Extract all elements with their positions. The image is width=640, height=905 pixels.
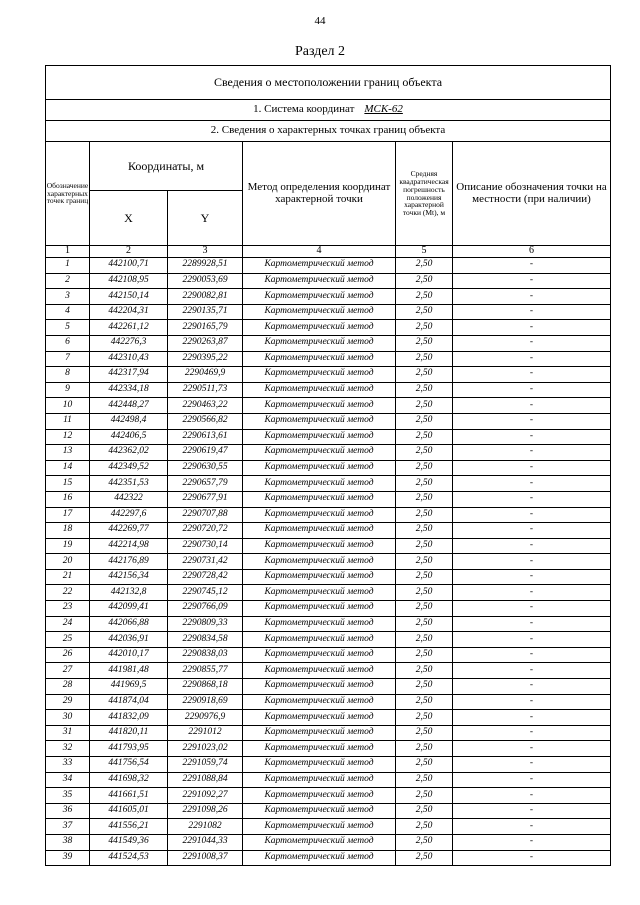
point-number-cell: 31 (46, 725, 90, 741)
rms-cell: 2,50 (396, 803, 453, 819)
method-cell: Картометрический метод (243, 569, 396, 585)
method-cell: Картометрический метод (243, 554, 396, 570)
description-cell: - (453, 335, 611, 351)
point-number-cell: 26 (46, 647, 90, 663)
description-cell: - (453, 304, 611, 320)
y-coordinate-cell: 2290918,69 (168, 694, 243, 710)
table-row (46, 834, 611, 850)
y-coordinate-cell: 2291044,33 (168, 834, 243, 850)
method-cell: Картометрический метод (243, 476, 396, 492)
description-cell: - (453, 523, 611, 539)
rms-cell: 2,50 (396, 382, 453, 398)
rms-cell: 2,50 (396, 320, 453, 336)
point-number-cell: 11 (46, 413, 90, 429)
point-number-cell: 15 (46, 476, 90, 492)
rms-cell: 2,50 (396, 694, 453, 710)
x-coordinate-cell: 442176,89 (90, 554, 168, 570)
y-coordinate-cell: 2290395,22 (168, 351, 243, 367)
y-coordinate-cell: 2291098,26 (168, 803, 243, 819)
y-coordinate-cell: 2291082 (168, 819, 243, 835)
x-coordinate-cell: 442317,94 (90, 367, 168, 383)
y-coordinate-cell: 2291059,74 (168, 757, 243, 773)
y-coordinate-cell: 2290677,91 (168, 491, 243, 507)
method-cell: Картометрический метод (243, 647, 396, 663)
rms-cell: 2,50 (396, 476, 453, 492)
column-number: 6 (453, 246, 611, 258)
description-cell: - (453, 788, 611, 804)
point-number-cell: 13 (46, 445, 90, 461)
x-coordinate-cell: 441549,36 (90, 834, 168, 850)
description-cell: - (453, 413, 611, 429)
points-heading: 2. Сведения о характерных точках границ объекта (46, 121, 611, 142)
description-cell: - (453, 585, 611, 601)
point-number-cell: 28 (46, 679, 90, 695)
table-row (46, 632, 611, 648)
x-coordinate-cell: 442261,12 (90, 320, 168, 336)
rms-cell: 2,50 (396, 632, 453, 648)
table-row (46, 398, 611, 414)
point-number-cell: 8 (46, 367, 90, 383)
description-cell: - (453, 367, 611, 383)
rms-cell: 2,50 (396, 647, 453, 663)
y-coordinate-cell: 2290619,47 (168, 445, 243, 461)
method-cell: Картометрический метод (243, 538, 396, 554)
point-number-cell: 6 (46, 335, 90, 351)
table-row (46, 289, 611, 305)
table-row (46, 585, 611, 601)
point-number-cell: 23 (46, 601, 90, 617)
rms-cell: 2,50 (396, 398, 453, 414)
method-cell: Картометрический метод (243, 741, 396, 757)
description-cell: - (453, 694, 611, 710)
description-cell: - (453, 601, 611, 617)
y-coordinate-cell: 2291092,27 (168, 788, 243, 804)
method-cell: Картометрический метод (243, 616, 396, 632)
description-cell: - (453, 445, 611, 461)
point-number-cell: 17 (46, 507, 90, 523)
point-number-cell: 18 (46, 523, 90, 539)
description-cell: - (453, 538, 611, 554)
table-row (46, 335, 611, 351)
coord-system-label: 1. Система координат (253, 103, 355, 116)
table-row (46, 772, 611, 788)
method-cell: Картометрический метод (243, 632, 396, 648)
table-row (46, 367, 611, 383)
method-cell: Картометрический метод (243, 429, 396, 445)
point-number-cell: 25 (46, 632, 90, 648)
rms-cell: 2,50 (396, 725, 453, 741)
table-row (46, 679, 611, 695)
x-coordinate-cell: 442010,17 (90, 647, 168, 663)
rms-cell: 2,50 (396, 413, 453, 429)
table-row (46, 445, 611, 461)
y-coordinate-cell: 2290855,77 (168, 663, 243, 679)
table-row (46, 460, 611, 476)
x-coordinate-cell: 441756,54 (90, 757, 168, 773)
description-cell: - (453, 491, 611, 507)
rms-cell: 2,50 (396, 741, 453, 757)
table-row (46, 507, 611, 523)
x-coordinate-cell: 442349,52 (90, 460, 168, 476)
coord-system-row (46, 100, 611, 121)
x-coordinate-cell: 442310,43 (90, 351, 168, 367)
y-coordinate-cell: 2290720,72 (168, 523, 243, 539)
point-number-cell: 36 (46, 803, 90, 819)
table-row (46, 663, 611, 679)
x-coordinate-cell: 442297,6 (90, 507, 168, 523)
method-cell: Картометрический метод (243, 273, 396, 289)
point-number-cell: 22 (46, 585, 90, 601)
method-cell: Картометрический метод (243, 788, 396, 804)
y-coordinate-cell: 2289928,51 (168, 258, 243, 274)
rms-cell: 2,50 (396, 523, 453, 539)
x-coordinate-cell: 441524,53 (90, 850, 168, 866)
rms-cell: 2,50 (396, 491, 453, 507)
method-cell: Картометрический метод (243, 367, 396, 383)
table-row (46, 523, 611, 539)
y-coordinate-cell: 2290082,81 (168, 289, 243, 305)
description-cell: - (453, 772, 611, 788)
point-number-cell: 9 (46, 382, 90, 398)
description-cell: - (453, 273, 611, 289)
point-number-cell: 33 (46, 757, 90, 773)
method-cell: Картометрический метод (243, 850, 396, 866)
rms-cell: 2,50 (396, 460, 453, 476)
method-cell: Картометрический метод (243, 413, 396, 429)
x-coordinate-cell: 441832,09 (90, 710, 168, 726)
table-row (46, 757, 611, 773)
header-method: Метод определения координат характерной точки (243, 142, 396, 246)
point-number-cell: 27 (46, 663, 90, 679)
table-row (46, 850, 611, 866)
y-coordinate-cell: 2290745,12 (168, 585, 243, 601)
x-coordinate-cell: 442351,53 (90, 476, 168, 492)
point-number-cell: 21 (46, 569, 90, 585)
header-x: X (90, 191, 168, 246)
rms-cell: 2,50 (396, 569, 453, 585)
x-coordinate-cell: 442269,77 (90, 523, 168, 539)
header-coordinates: Координаты, м (90, 142, 243, 191)
rms-cell: 2,50 (396, 367, 453, 383)
rms-cell: 2,50 (396, 445, 453, 461)
description-cell: - (453, 476, 611, 492)
point-number-cell: 32 (46, 741, 90, 757)
description-cell: - (453, 819, 611, 835)
coordinates-table (45, 65, 611, 866)
x-coordinate-cell: 441981,48 (90, 663, 168, 679)
y-coordinate-cell: 2290731,42 (168, 554, 243, 570)
point-number-cell: 5 (46, 320, 90, 336)
header-y: Y (168, 191, 243, 246)
description-cell: - (453, 569, 611, 585)
x-coordinate-cell: 442066,88 (90, 616, 168, 632)
y-coordinate-cell: 2290657,79 (168, 476, 243, 492)
y-coordinate-cell: 2290053,69 (168, 273, 243, 289)
y-coordinate-cell: 2291012 (168, 725, 243, 741)
y-coordinate-cell: 2290511,73 (168, 382, 243, 398)
description-cell: - (453, 803, 611, 819)
point-number-cell: 2 (46, 273, 90, 289)
table-row (46, 569, 611, 585)
x-coordinate-cell: 442150,14 (90, 289, 168, 305)
method-cell: Картометрический метод (243, 601, 396, 617)
x-coordinate-cell: 442214,98 (90, 538, 168, 554)
rms-cell: 2,50 (396, 616, 453, 632)
point-number-cell: 37 (46, 819, 90, 835)
method-cell: Картометрический метод (243, 289, 396, 305)
point-number-cell: 35 (46, 788, 90, 804)
table-row (46, 351, 611, 367)
x-coordinate-cell: 442036,91 (90, 632, 168, 648)
column-number: 4 (243, 246, 396, 258)
point-number-cell: 34 (46, 772, 90, 788)
rms-cell: 2,50 (396, 710, 453, 726)
x-coordinate-cell: 441556,21 (90, 819, 168, 835)
table-row (46, 601, 611, 617)
rms-cell: 2,50 (396, 850, 453, 866)
point-number-cell: 19 (46, 538, 90, 554)
y-coordinate-cell: 2290809,33 (168, 616, 243, 632)
section-title: Раздел 2 (294, 44, 346, 59)
rms-cell: 2,50 (396, 351, 453, 367)
table-row (46, 429, 611, 445)
column-number: 2 (90, 246, 168, 258)
description-cell: - (453, 320, 611, 336)
y-coordinate-cell: 2290566,82 (168, 413, 243, 429)
y-coordinate-cell: 2290263,87 (168, 335, 243, 351)
rms-cell: 2,50 (396, 601, 453, 617)
rms-cell: 2,50 (396, 507, 453, 523)
point-number-cell: 12 (46, 429, 90, 445)
table-row (46, 788, 611, 804)
rms-cell: 2,50 (396, 679, 453, 695)
column-number: 3 (168, 246, 243, 258)
method-cell: Картометрический метод (243, 819, 396, 835)
rms-cell: 2,50 (396, 834, 453, 850)
x-coordinate-cell: 442100,71 (90, 258, 168, 274)
table-row (46, 258, 611, 274)
rms-cell: 2,50 (396, 429, 453, 445)
method-cell: Картометрический метод (243, 507, 396, 523)
method-cell: Картометрический метод (243, 679, 396, 695)
x-coordinate-cell: 441874,04 (90, 694, 168, 710)
x-coordinate-cell: 441969,5 (90, 679, 168, 695)
table-row (46, 413, 611, 429)
description-cell: - (453, 679, 611, 695)
y-coordinate-cell: 2291008,37 (168, 850, 243, 866)
rms-cell: 2,50 (396, 335, 453, 351)
x-coordinate-cell: 442362,02 (90, 445, 168, 461)
description-cell: - (453, 351, 611, 367)
header-description: Описание обозначения точки на местности (при наличии) (453, 142, 611, 246)
x-coordinate-cell: 441820,11 (90, 725, 168, 741)
method-cell: Картометрический метод (243, 320, 396, 336)
point-number-cell: 38 (46, 834, 90, 850)
method-cell: Картометрический метод (243, 304, 396, 320)
x-coordinate-cell: 441661,51 (90, 788, 168, 804)
table-caption: Сведения о местоположении границ объекта (46, 66, 611, 100)
x-coordinate-cell: 442322 (90, 491, 168, 507)
description-cell: - (453, 710, 611, 726)
header-rms: Средняя квадратическая погрешность положения характерной точки (Mt), м (396, 142, 453, 246)
rms-cell: 2,50 (396, 554, 453, 570)
y-coordinate-cell: 2290165,79 (168, 320, 243, 336)
table-row (46, 647, 611, 663)
table-row (46, 476, 611, 492)
column-number: 5 (396, 246, 453, 258)
method-cell: Картометрический метод (243, 335, 396, 351)
x-coordinate-cell: 442099,41 (90, 601, 168, 617)
method-cell: Картометрический метод (243, 585, 396, 601)
y-coordinate-cell: 2291088,84 (168, 772, 243, 788)
table-row (46, 491, 611, 507)
x-coordinate-cell: 441605,01 (90, 803, 168, 819)
rms-cell: 2,50 (396, 585, 453, 601)
point-number-cell: 3 (46, 289, 90, 305)
x-coordinate-cell: 442132,8 (90, 585, 168, 601)
point-number-cell: 29 (46, 694, 90, 710)
rms-cell: 2,50 (396, 663, 453, 679)
method-cell: Картометрический метод (243, 398, 396, 414)
method-cell: Картометрический метод (243, 710, 396, 726)
point-number-cell: 24 (46, 616, 90, 632)
table-row (46, 741, 611, 757)
rms-cell: 2,50 (396, 289, 453, 305)
description-cell: - (453, 507, 611, 523)
y-coordinate-cell: 2290630,55 (168, 460, 243, 476)
point-number-cell: 7 (46, 351, 90, 367)
y-coordinate-cell: 2290463,22 (168, 398, 243, 414)
table-row (46, 819, 611, 835)
method-cell: Картометрический метод (243, 460, 396, 476)
method-cell: Картометрический метод (243, 694, 396, 710)
table-row (46, 710, 611, 726)
point-number-cell: 30 (46, 710, 90, 726)
method-cell: Картометрический метод (243, 445, 396, 461)
description-cell: - (453, 554, 611, 570)
table-row (46, 304, 611, 320)
description-cell: - (453, 429, 611, 445)
table-row (46, 382, 611, 398)
y-coordinate-cell: 2290976,9 (168, 710, 243, 726)
y-coordinate-cell: 2291023,02 (168, 741, 243, 757)
table-row (46, 725, 611, 741)
point-number-cell: 10 (46, 398, 90, 414)
description-cell: - (453, 725, 611, 741)
y-coordinate-cell: 2290730,14 (168, 538, 243, 554)
method-cell: Картометрический метод (243, 382, 396, 398)
description-cell: - (453, 647, 611, 663)
x-coordinate-cell: 442448,27 (90, 398, 168, 414)
table-row (46, 554, 611, 570)
header-point-designation: Обозначение характерных точек границ (46, 142, 90, 246)
method-cell: Картометрический метод (243, 351, 396, 367)
description-cell: - (453, 289, 611, 305)
page-number: 44 (314, 15, 326, 27)
description-cell: - (453, 834, 611, 850)
description-cell: - (453, 757, 611, 773)
method-cell: Картометрический метод (243, 725, 396, 741)
method-cell: Картометрический метод (243, 757, 396, 773)
point-number-cell: 1 (46, 258, 90, 274)
point-number-cell: 20 (46, 554, 90, 570)
rms-cell: 2,50 (396, 538, 453, 554)
table-row (46, 538, 611, 554)
description-cell: - (453, 741, 611, 757)
y-coordinate-cell: 2290469,9 (168, 367, 243, 383)
table-row (46, 694, 611, 710)
description-cell: - (453, 663, 611, 679)
method-cell: Картометрический метод (243, 258, 396, 274)
description-cell: - (453, 398, 611, 414)
description-cell: - (453, 850, 611, 866)
y-coordinate-cell: 2290838,03 (168, 647, 243, 663)
rms-cell: 2,50 (396, 258, 453, 274)
y-coordinate-cell: 2290613,61 (168, 429, 243, 445)
y-coordinate-cell: 2290868,18 (168, 679, 243, 695)
y-coordinate-cell: 2290834,58 (168, 632, 243, 648)
description-cell: - (453, 616, 611, 632)
rms-cell: 2,50 (396, 757, 453, 773)
rms-cell: 2,50 (396, 772, 453, 788)
column-numbers-row (46, 246, 611, 258)
point-number-cell: 39 (46, 850, 90, 866)
method-cell: Картометрический метод (243, 491, 396, 507)
coord-system-value: МСК-62 (364, 103, 403, 116)
rms-cell: 2,50 (396, 273, 453, 289)
x-coordinate-cell: 442406,5 (90, 429, 168, 445)
x-coordinate-cell: 442276,3 (90, 335, 168, 351)
table-row (46, 803, 611, 819)
description-cell: - (453, 460, 611, 476)
rms-cell: 2,50 (396, 304, 453, 320)
y-coordinate-cell: 2290707,88 (168, 507, 243, 523)
point-number-cell: 16 (46, 491, 90, 507)
x-coordinate-cell: 442498,4 (90, 413, 168, 429)
column-number: 1 (46, 246, 90, 258)
x-coordinate-cell: 442334,18 (90, 382, 168, 398)
method-cell: Картометрический метод (243, 772, 396, 788)
x-coordinate-cell: 442156,34 (90, 569, 168, 585)
point-number-cell: 14 (46, 460, 90, 476)
y-coordinate-cell: 2290135,71 (168, 304, 243, 320)
table-row (46, 616, 611, 632)
description-cell: - (453, 258, 611, 274)
x-coordinate-cell: 442204,31 (90, 304, 168, 320)
point-number-cell: 4 (46, 304, 90, 320)
method-cell: Картометрический метод (243, 803, 396, 819)
x-coordinate-cell: 441793,95 (90, 741, 168, 757)
table-row (46, 320, 611, 336)
y-coordinate-cell: 2290766,09 (168, 601, 243, 617)
method-cell: Картометрический метод (243, 523, 396, 539)
description-cell: - (453, 382, 611, 398)
table-row (46, 273, 611, 289)
description-cell: - (453, 632, 611, 648)
x-coordinate-cell: 442108,95 (90, 273, 168, 289)
method-cell: Картометрический метод (243, 663, 396, 679)
method-cell: Картометрический метод (243, 834, 396, 850)
rms-cell: 2,50 (396, 788, 453, 804)
y-coordinate-cell: 2290728,42 (168, 569, 243, 585)
x-coordinate-cell: 441698,32 (90, 772, 168, 788)
rms-cell: 2,50 (396, 819, 453, 835)
